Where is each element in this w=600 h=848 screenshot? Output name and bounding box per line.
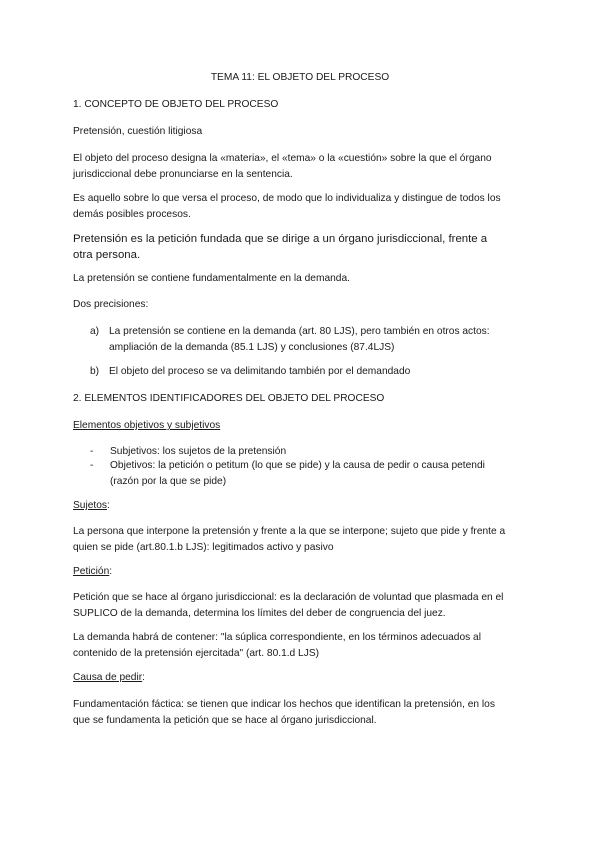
paragraph-objeto-definicion: El objeto del proceso designa la «materia», el «tema» o la «cuestión» sobre la que el órgano jurisdiccional debe pronunciarse en la sentencia.	[73, 153, 492, 180]
list-item	[90, 364, 508, 380]
list-marker: a)	[90, 326, 100, 337]
paragraph-pretension-demanda: La pretensión se contiene fundamentalmente en la demanda.	[73, 273, 350, 284]
paragraph-peticion: Petición que se hace al órgano jurisdiccional: es la declaración de voluntad que plasmada en el SUPLICO de la demanda, determina los límites del deber de congruencia del juez.	[73, 592, 504, 619]
paragraph-objeto-individualiza: Es aquello sobre lo que versa el proceso, de modo que lo individualiza y distingue de todos los demás posibles procesos.	[73, 193, 501, 220]
section-2-subheading: Elementos objetivos y subjetivos	[73, 420, 221, 431]
section-2-heading: 2. ELEMENTOS IDENTIFICADORES DEL OBJETO DEL PROCESO	[73, 393, 385, 404]
bullet-text: Subjetivos: los sujetos de la pretensión	[110, 446, 287, 457]
sujetos-colon: :	[106, 500, 110, 511]
causa-colon: :	[142, 672, 145, 683]
bullet-text: Objetivos: la petición o petitum (lo que se pide) y la causa de pedir o causa petendi (razón por la que se pide)	[110, 460, 485, 487]
paragraph-sujetos: La persona que interpone la pretensión y frente a la que se interpone; sujeto que pide y frente a quien se pide (art.80.1.b LJS): legitimados activo y pasivo	[73, 526, 506, 553]
bullet-marker: -	[90, 460, 94, 471]
peticion-colon: :	[109, 566, 113, 577]
paragraph-dos-precisiones: Dos precisiones:	[73, 299, 149, 310]
causa-heading	[73, 670, 508, 686]
section-1-subheading: Pretensión, cuestión litigiosa	[73, 126, 203, 137]
document-title: TEMA 11: EL OBJETO DEL PROCESO	[210, 72, 390, 83]
section-1-heading: 1. CONCEPTO DE OBJETO DEL PROCESO	[73, 99, 279, 110]
peticion-heading	[73, 564, 508, 580]
paragraph-demanda-suplica: La demanda habrá de contener: "la súplica correspondiente, en los términos adecuados al contenido de la pretensión ejercitada" (art. 80.1.d LJS)	[73, 632, 481, 659]
peticion-label: Petición	[73, 566, 110, 577]
paragraph-causa: Fundamentación fáctica: se tienen que indicar los hechos que identifican la pretensión, en los que se fundamenta la petición que se hace al órgano jurisdiccional.	[73, 699, 495, 726]
list-item	[90, 458, 508, 490]
sujetos-heading	[73, 498, 508, 514]
sujetos-label: Sujetos	[73, 500, 107, 511]
list-marker: b)	[90, 366, 100, 377]
list-item-text: El objeto del proceso se va delimitando también por el demandado	[109, 366, 411, 377]
list-item	[90, 324, 508, 356]
paragraph-pretension-definicion: Pretensión es la petición fundada que se dirige a un órgano jurisdiccional, frente a otra persona.	[73, 233, 488, 261]
causa-label: Causa de pedir	[73, 672, 143, 683]
bullet-marker: -	[90, 446, 94, 457]
list-item-text: La pretensión se contiene en la demanda (art. 80 LJS), pero también en otros actos: ampliación de la demanda (85.1 LJS) y conclusiones (87.4LJS)	[109, 326, 490, 353]
